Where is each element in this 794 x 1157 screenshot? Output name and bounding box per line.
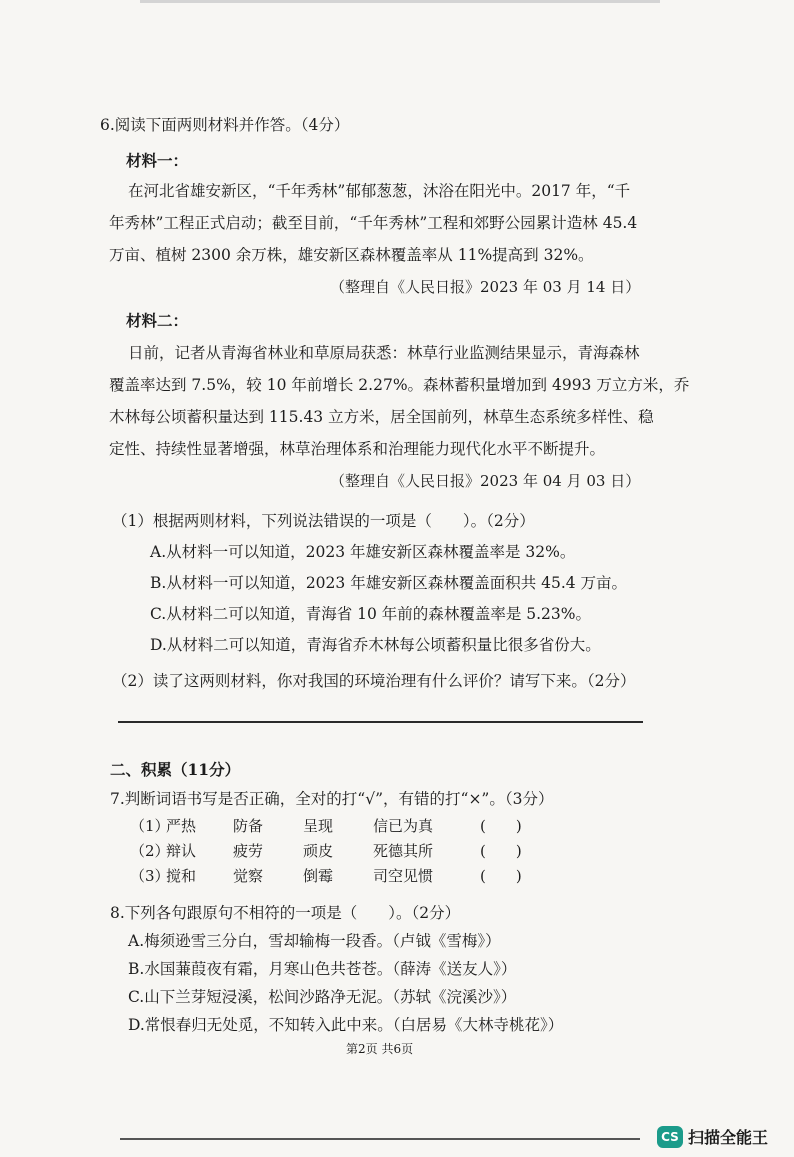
scan-bottom-edge: [120, 1138, 640, 1140]
answer-line[interactable]: [118, 721, 643, 723]
answer-blank[interactable]: ( ): [480, 817, 522, 835]
question-6-2: （2）读了这两则材料，你对我国的环境治理有什么评价？请写下来。（2分）: [112, 672, 636, 690]
question-6-1-option-c: C.从材料二可以知道，青海省 10 年前的森林覆盖率是 5.23%。: [150, 605, 591, 623]
material-1-source: （整理自《人民日报》2023 年 03 月 14 日）: [330, 278, 641, 296]
word: 倒霉: [303, 867, 334, 885]
page-number: 第2页 共6页: [346, 1042, 414, 1056]
word: 防备: [233, 817, 264, 835]
word: 死德其所: [373, 842, 434, 860]
material-2-line-1: 日前，记者从青海省林业和草原局获悉：林草行业监测结果显示，青海森林: [128, 344, 640, 362]
question-7-heading: 7.判断词语书写是否正确，全对的打“√”，有错的打“×”。（3分）: [110, 790, 554, 808]
material-2-source: （整理自《人民日报》2023 年 04 月 03 日）: [330, 472, 641, 490]
question-6-heading: 6.阅读下面两则材料并作答。（4分）: [100, 116, 350, 134]
question-8-option-d: D.常恨春归无处觅，不知转入此中来。（白居易《大林寺桃花》）: [128, 1016, 564, 1034]
material-1-label: 材料一：: [126, 151, 189, 170]
word: 顽皮: [303, 842, 334, 860]
material-1-line-2: 年秀林”工程正式启动；截至目前，“千年秀林”工程和郊野公园累计造林 45.4: [109, 214, 638, 232]
material-1-line-3: 万亩、植树 2300 余万株，雄安新区森林覆盖率从 11%提高到 32%。: [109, 246, 594, 264]
word: 呈现: [303, 817, 334, 835]
word: 辩认: [166, 842, 197, 860]
watermark-text: 扫描全能王: [688, 1128, 769, 1147]
question-6-1-option-a: A.从材料一可以知道，2023 年雄安新区森林覆盖率是 32%。: [150, 543, 576, 561]
question-6-1-option-d: D.从材料二可以知道，青海省乔木林每公顷蓄积量比很多省份大。: [150, 636, 601, 654]
word: 疲劳: [233, 842, 264, 860]
question-8-option-b: B.水国蒹葭夜有霜，月寒山色共苍苍。（薛涛《送友人》）: [128, 960, 517, 978]
word: 严热: [166, 817, 197, 835]
answer-blank[interactable]: ( ): [480, 867, 522, 885]
question-6-1: （1）根据两则材料，下列说法错误的一项是（ ）。（2分）: [112, 512, 535, 530]
word: 搅和: [166, 867, 197, 885]
question-8-heading: 8.下列各句跟原句不相符的一项是（ ）。（2分）: [110, 904, 461, 922]
question-8-option-a: A.梅须逊雪三分白，雪却输梅一段香。（卢钺《雪梅》）: [128, 932, 501, 950]
camscanner-logo-icon: CS: [657, 1126, 683, 1148]
row-number: （2）: [130, 842, 170, 860]
material-1-line-1: 在河北省雄安新区，“千年秀林”郁郁葱葱，沐浴在阳光中。2017 年，“千: [128, 182, 631, 200]
question-8-option-c: C.山下兰芽短浸溪，松间沙路净无泥。（苏轼《浣溪沙》）: [128, 988, 517, 1006]
row-number: （3）: [130, 867, 170, 885]
row-number: （1）: [130, 817, 170, 835]
scan-top-edge: [140, 0, 660, 3]
material-2-line-2: 覆盖率达到 7.5%，较 10 年前增长 2.27%。森林蓄积量增加到 4993 万立方米，乔: [109, 376, 690, 394]
word: 觉察: [233, 867, 264, 885]
material-2-line-3: 木林每公顷蓄积量达到 115.43 立方米，居全国前列，林草生态系统多样性、稳: [109, 408, 654, 426]
answer-blank[interactable]: ( ): [480, 842, 522, 860]
word: 信已为真: [373, 817, 434, 835]
material-2-label: 材料二：: [126, 311, 189, 330]
word: 司空见惯: [373, 867, 434, 885]
scanner-watermark: [657, 1125, 768, 1148]
section-2-heading: 二、积累（11分）: [110, 760, 241, 779]
question-6-1-option-b: B.从材料一可以知道，2023 年雄安新区森林覆盖面积共 45.4 万亩。: [150, 574, 628, 592]
material-2-line-4: 定性、持续性显著增强，林草治理体系和治理能力现代化水平不断提升。: [109, 440, 606, 458]
